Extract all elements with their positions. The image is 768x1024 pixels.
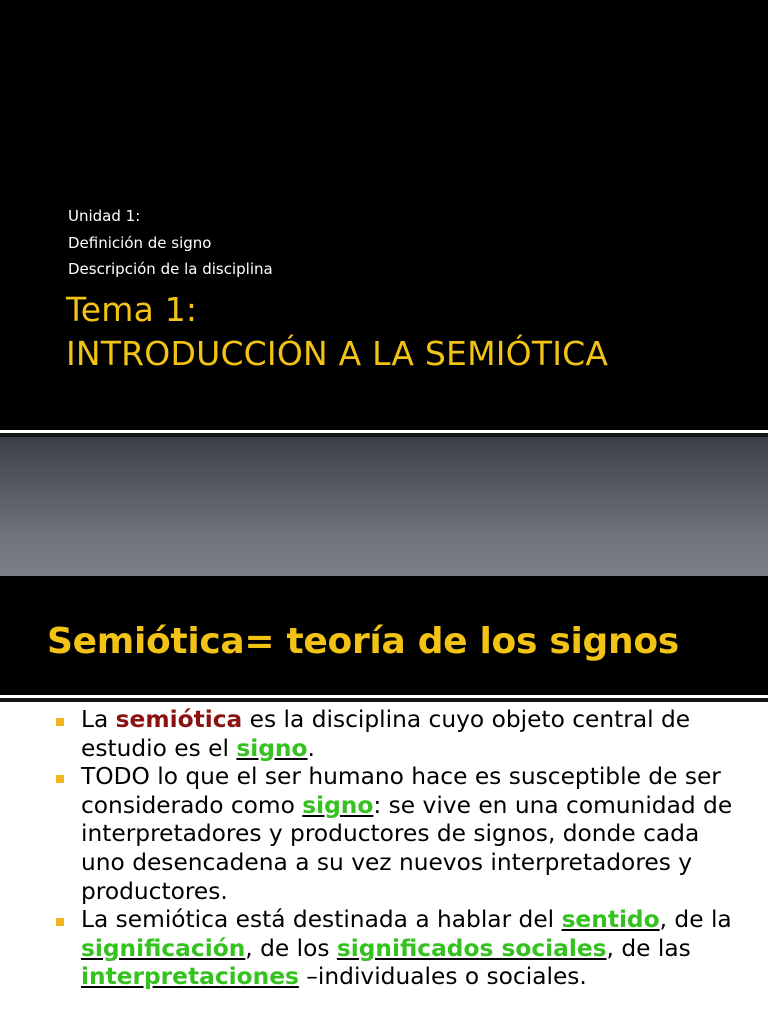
highlight-significacion: significación [81, 934, 246, 962]
slide-2 [0, 576, 768, 1024]
bullet-text: La semiótica está destinada a hablar del [81, 906, 562, 934]
bullet-text: : se vive en una comunidad de interpretadores y productores de signos, donde cada uno desencadena a su vez nuevos interpretadores y productores. [81, 791, 733, 905]
highlight-signo: signo [236, 734, 308, 762]
bullet-item-1 [56, 706, 746, 763]
subtitle-line-definition: Definición de signo [68, 233, 212, 252]
title-line-1: Tema 1: [66, 290, 198, 329]
bullet-text: La [81, 706, 116, 733]
slide-1-subtitle [68, 203, 273, 283]
bullet-text: –individuales o sociales. [298, 963, 587, 991]
bullet-text: , de los [245, 934, 337, 962]
subtitle-line-unit: Unidad 1: [68, 207, 141, 225]
highlight-signo: signo [302, 791, 374, 819]
gray-gradient-band [0, 437, 768, 576]
bullet-text: . [307, 734, 315, 762]
slide-1 [0, 0, 768, 430]
subtitle-line-description: Descripción de la disciplina [68, 260, 273, 278]
title-line-2: INTRODUCCIÓN A LA SEMIÓTICA [66, 334, 609, 373]
title-rest: = teoría de los signos [244, 621, 679, 662]
bullet-text: es la disciplina cuyo objeto central de estudio es el [81, 706, 691, 762]
bullet-item-3 [56, 906, 746, 992]
highlight-semiotica: semiótica [115, 706, 243, 733]
highlight-sentido: sentido [561, 906, 660, 934]
highlight-interpretaciones: interpretaciones [81, 963, 299, 991]
slide-1-title [66, 288, 608, 376]
bullet-text: TODO lo que el ser humano hace es susceptible de ser considerado como [81, 763, 721, 819]
bullet-text: , de la [659, 906, 732, 934]
bullet-text: , de las [606, 934, 691, 962]
title-keyword: Semiótica [47, 621, 245, 662]
bullet-item-2 [56, 763, 746, 906]
highlight-significados-sociales: significados sociales [336, 934, 607, 962]
slide-2-content [0, 702, 768, 1024]
slide-2-title [47, 617, 679, 667]
bullet-list [56, 706, 746, 992]
